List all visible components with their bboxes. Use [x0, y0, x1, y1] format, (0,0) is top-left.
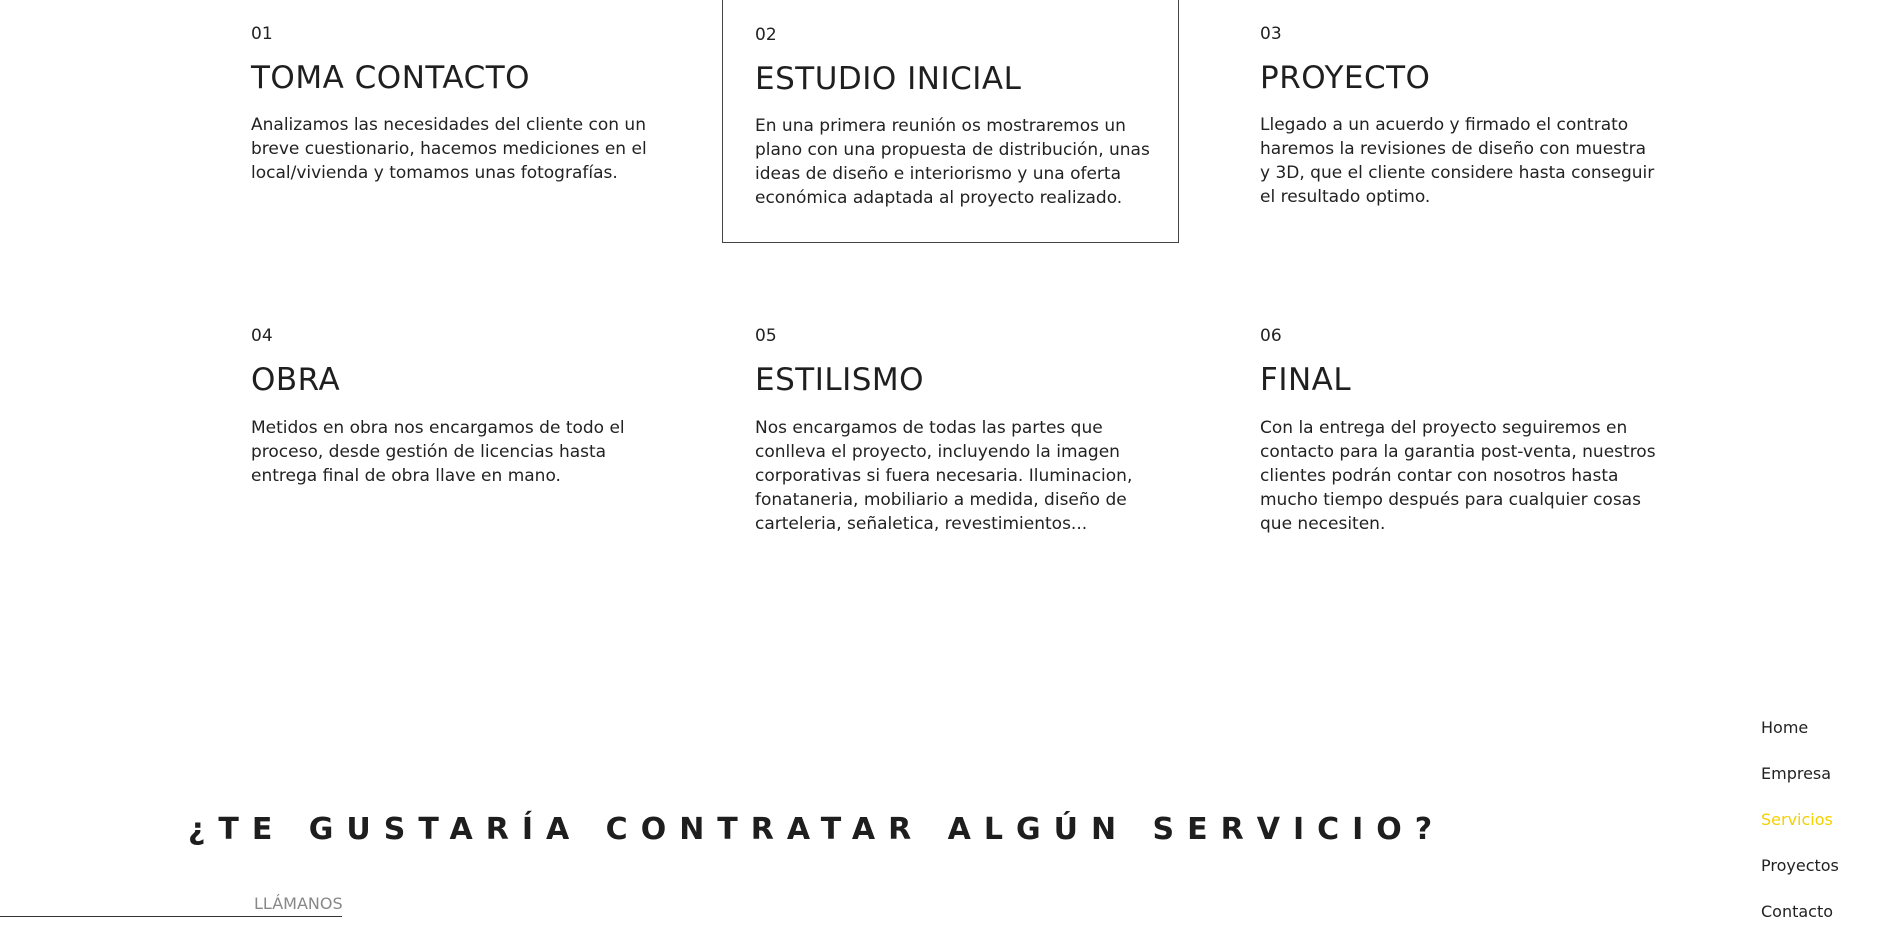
step-title: FINAL	[1260, 362, 1352, 398]
step-title: PROYECTO	[1260, 60, 1431, 96]
step-description: Analizamos las necesidades del cliente con un breve cuestionario, hacemos mediciones en el local/vivienda y tomamos unas fotografías.	[251, 115, 647, 183]
step-card-6	[1180, 300, 1720, 580]
step-card-4	[0, 300, 720, 580]
step-card-5	[722, 300, 1179, 580]
step-number: 02	[755, 25, 777, 45]
step-title: TOMA CONTACTO	[251, 60, 531, 96]
step-number: 03	[1260, 24, 1282, 44]
step-number: 05	[755, 326, 777, 346]
nav-item-servicios[interactable]: Servicios	[1761, 810, 1833, 829]
step-description: Nos encargamos de todas las partes que conlleva el proyecto, incluyendo la imagen corporativas si fuera necesaria. Iluminacion, fonataneria, mobiliario a medida, diseño de carteleria, señaletica, revestimientos...	[755, 418, 1133, 534]
step-title: ESTUDIO INICIAL	[755, 61, 1022, 97]
step-card-1	[0, 0, 720, 243]
step-description: Con la entrega del proyecto seguiremos en contacto para la garantia post-venta, nuestros clientes podrán contar con nosotros hasta mucho tiempo después para cualquier cosas que necesiten.	[1260, 418, 1656, 534]
call-us-link[interactable]: LLÁMANOS	[254, 894, 343, 913]
cta-underline	[0, 916, 342, 917]
step-title: ESTILISMO	[755, 362, 925, 398]
side-nav	[1761, 716, 1901, 946]
step-card-2	[722, 0, 1179, 243]
step-title: OBRA	[251, 362, 341, 398]
step-description: Llegado a un acuerdo y firmado el contrato haremos la revisiones de diseño con muestra y 3D, que el cliente considere hasta conseguir el resultado optimo.	[1260, 115, 1655, 207]
nav-item-contacto[interactable]: Contacto	[1761, 902, 1834, 921]
step-number: 01	[251, 24, 273, 44]
step-number: 04	[251, 326, 273, 346]
step-description: En una primera reunión os mostraremos un plano con una propuesta de distribución, unas ideas de diseño e interiorismo y una oferta económica adaptada al proyecto realizado.	[755, 116, 1150, 208]
nav-item-home[interactable]: Home	[1761, 718, 1809, 737]
step-card-3	[1180, 0, 1720, 243]
nav-item-empresa[interactable]: Empresa	[1761, 764, 1832, 783]
nav-item-proyectos[interactable]: Proyectos	[1761, 856, 1839, 875]
step-description: Metidos en obra nos encargamos de todo el proceso, desde gestión de licencias hasta entrega final de obra llave en mano.	[251, 418, 625, 486]
step-number: 06	[1260, 326, 1282, 346]
cta-heading: ¿TE GUSTARÍA CONTRATAR ALGÚN SERVICIO?	[188, 812, 1446, 847]
